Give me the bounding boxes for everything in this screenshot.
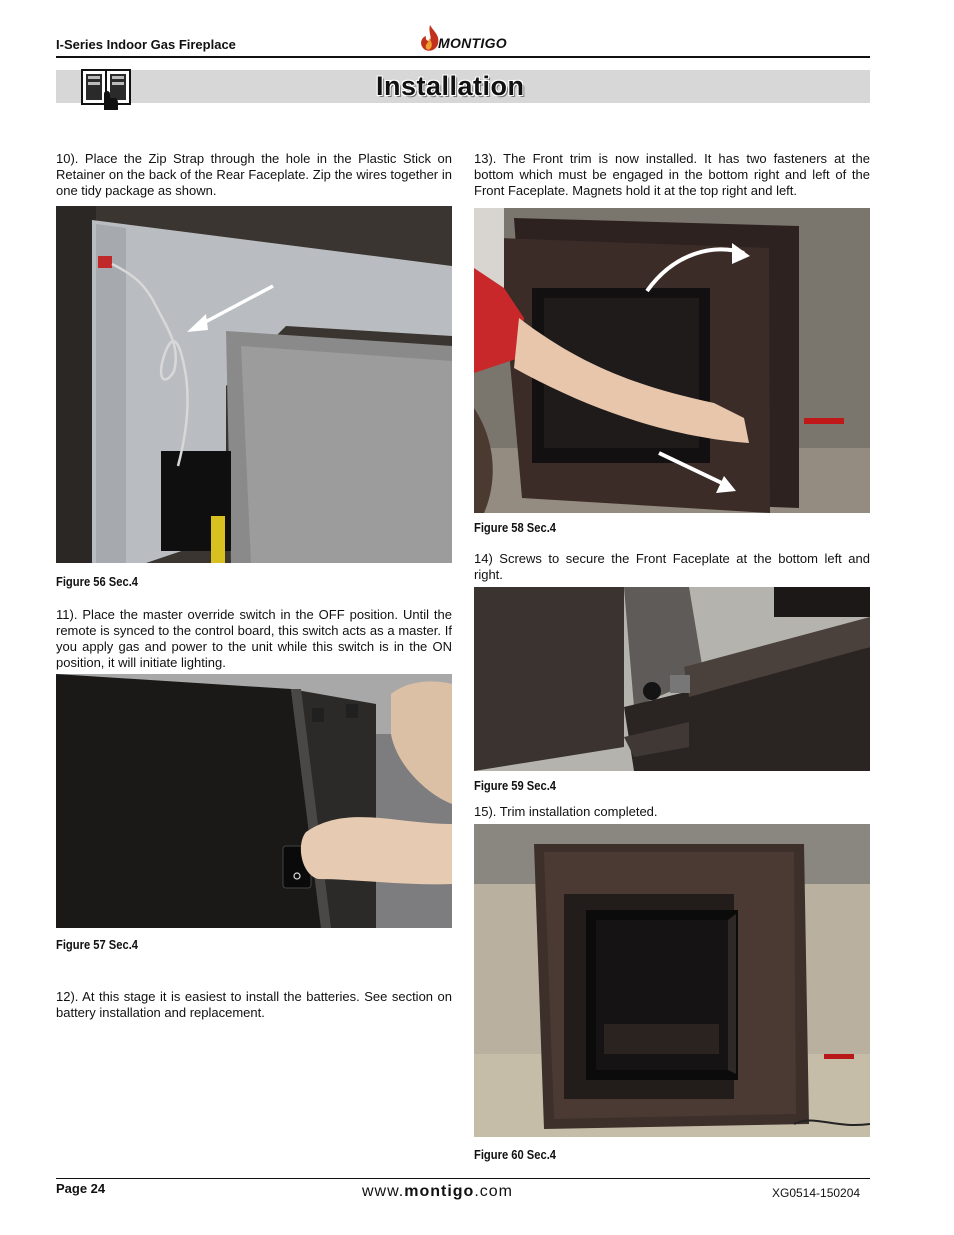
figure-57-photo — [56, 674, 452, 928]
figure-56-photo — [56, 206, 452, 563]
brand-logo — [418, 24, 528, 56]
figure-56-caption: Figure 56 Sec.4 — [56, 574, 139, 589]
section-title: Installation — [376, 71, 525, 101]
website-brand: montigo — [404, 1183, 475, 1200]
figure-60-photo — [474, 824, 870, 1137]
step-10-text: 10). Place the Zip Strap through the hole in the Plastic Stick on Retainer on the back of the Rear Faceplate. Zip the wires together in one tidy package as shown. — [56, 151, 452, 198]
series-title: I-Series Indoor Gas Fireplace — [56, 37, 236, 52]
website-prefix: www. — [362, 1183, 405, 1200]
figure-60-caption: Figure 60 Sec.4 — [474, 1147, 557, 1162]
figure-57-caption: Figure 57 Sec.4 — [56, 937, 139, 952]
step-11-text: 11). Place the master override switch in the OFF position. Until the remote is synced to the control board, this switch acts as a master. If you apply gas and power to the unit while this switch is in the ON position, it will initiate lighting. — [56, 607, 452, 670]
header-divider — [56, 56, 870, 58]
step-14-text: 14) Screws to secure the Front Faceplate at the bottom left and right. — [474, 551, 870, 582]
step-13-text: 13). The Front trim is now installed. It has two fasteners at the bottom which must be engaged in the bottom right and left of the Front Faceplate. Magnets hold it at the top right and left. — [474, 151, 870, 198]
manual-book-icon — [78, 64, 134, 112]
figure-58-photo — [474, 208, 870, 513]
figure-59-photo — [474, 587, 870, 771]
figure-59-caption: Figure 59 Sec.4 — [474, 778, 557, 793]
page-number: Page 24 — [56, 1181, 106, 1196]
section-banner — [56, 70, 870, 103]
footer-divider — [56, 1178, 870, 1179]
website-suffix: .com — [474, 1183, 513, 1200]
step-12-text: 12). At this stage it is easiest to install the batteries. See section on battery installation and replacement. — [56, 989, 452, 1020]
step-15-text: 15). Trim installation completed. — [474, 804, 658, 819]
figure-58-caption: Figure 58 Sec.4 — [474, 520, 557, 535]
brand-name: MONTIGO — [438, 35, 507, 51]
document-number: XG0514-150204 — [772, 1186, 861, 1200]
website-link[interactable] — [362, 1183, 513, 1201]
